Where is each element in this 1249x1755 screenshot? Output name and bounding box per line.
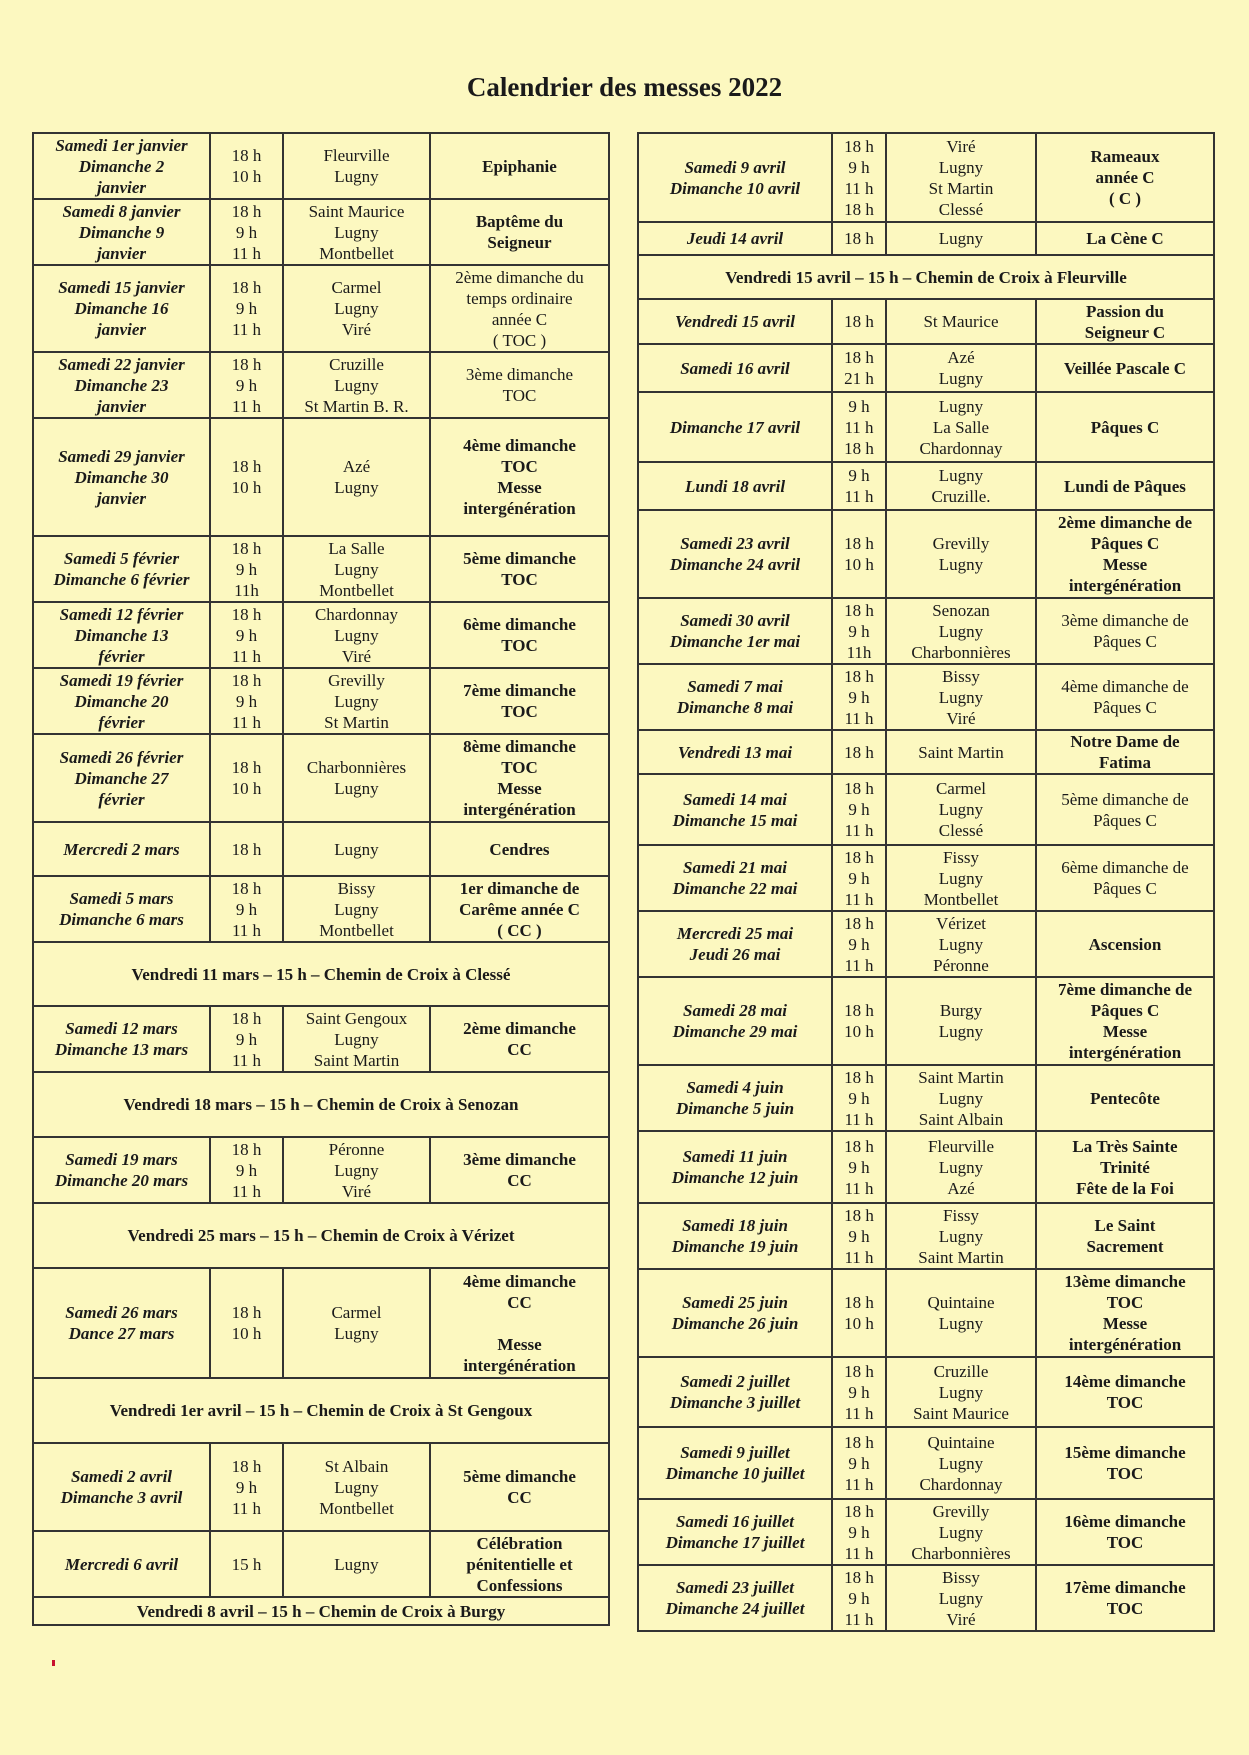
time-cell: 18 h 9 h 11h <box>832 598 886 664</box>
time-cell: 18 h 9 h 11 h <box>832 1499 886 1565</box>
mass-row <box>638 1269 1214 1357</box>
place-cell: Fleurville Lugny <box>283 133 430 199</box>
time-cell: 18 h 10 h <box>210 133 283 199</box>
place-cell: Fleurville Lugny Azé <box>886 1131 1036 1203</box>
feast-cell: Notre Dame de Fatima <box>1036 730 1214 774</box>
calendar-table-right <box>637 132 1215 1632</box>
mass-row <box>33 876 609 942</box>
time-cell: 18 h <box>832 730 886 774</box>
date-cell: Samedi 1er janvier Dimanche 2 janvier <box>33 133 210 199</box>
place-cell: St Maurice <box>886 299 1036 344</box>
mass-row <box>638 133 1214 222</box>
place-cell: Grevilly Lugny Charbonnières <box>886 1499 1036 1565</box>
announcement-row <box>33 942 609 1006</box>
red-ink-mark <box>52 1660 55 1666</box>
date-cell: Mercredi 2 mars <box>33 822 210 876</box>
mass-row <box>33 265 609 352</box>
announcement-row <box>33 1378 609 1443</box>
place-cell: Fissy Lugny Montbellet <box>886 845 1036 911</box>
mass-row <box>638 1203 1214 1269</box>
mass-row <box>638 1357 1214 1427</box>
feast-cell: 3ème dimanche CC <box>430 1137 609 1203</box>
mass-row <box>638 911 1214 977</box>
feast-cell: 5ème dimanche CC <box>430 1443 609 1531</box>
mass-row <box>638 730 1214 774</box>
feast-cell: 1er dimanche de Carême année C ( CC ) <box>430 876 609 942</box>
place-cell: Bissy Lugny Montbellet <box>283 876 430 942</box>
time-cell: 18 h 9 h 11 h <box>210 199 283 265</box>
chemin-de-croix-announcement: Vendredi 18 mars – 15 h – Chemin de Croix à Senozan <box>33 1072 609 1137</box>
mass-row <box>638 664 1214 730</box>
time-cell: 18 h 9 h 11 h <box>832 845 886 911</box>
mass-row <box>33 352 609 418</box>
feast-cell: Lundi de Pâques <box>1036 462 1214 510</box>
mass-row <box>33 602 609 668</box>
feast-cell: 3ème dimanche TOC <box>430 352 609 418</box>
place-cell: Saint Martin Lugny Saint Albain <box>886 1065 1036 1131</box>
place-cell: Vérizet Lugny Péronne <box>886 911 1036 977</box>
time-cell: 18 h 9 h 11 h <box>832 1065 886 1131</box>
feast-cell: Epiphanie <box>430 133 609 199</box>
date-cell: Samedi 16 avril <box>638 344 832 392</box>
time-cell: 18 h 10 h <box>210 734 283 822</box>
feast-cell: La Cène C <box>1036 222 1214 255</box>
place-cell: Quintaine Lugny <box>886 1269 1036 1357</box>
announcement-row <box>33 1072 609 1137</box>
time-cell: 9 h 11 h <box>832 462 886 510</box>
time-cell: 18 h 10 h <box>832 1269 886 1357</box>
mass-row <box>638 1427 1214 1499</box>
place-cell: Péronne Lugny Viré <box>283 1137 430 1203</box>
place-cell: Lugny Cruzille. <box>886 462 1036 510</box>
feast-cell: Ascension <box>1036 911 1214 977</box>
date-cell: Samedi 11 juin Dimanche 12 juin <box>638 1131 832 1203</box>
announcement-row <box>638 255 1214 299</box>
feast-cell: 15ème dimanche TOC <box>1036 1427 1214 1499</box>
time-cell: 18 h 9 h 11h <box>210 536 283 602</box>
mass-row <box>33 734 609 822</box>
time-cell: 18 h <box>832 299 886 344</box>
mass-row <box>638 344 1214 392</box>
date-cell: Samedi 23 avril Dimanche 24 avril <box>638 510 832 598</box>
page-title: Calendrier des messes 2022 <box>466 72 783 102</box>
date-cell: Jeudi 14 avril <box>638 222 832 255</box>
date-cell: Samedi 30 avril Dimanche 1er mai <box>638 598 832 664</box>
date-cell: Samedi 25 juin Dimanche 26 juin <box>638 1269 832 1357</box>
feast-cell: Célébration pénitentielle et Confessions <box>430 1531 609 1597</box>
mass-row <box>638 1499 1214 1565</box>
place-cell: Grevilly Lugny St Martin <box>283 668 430 734</box>
mass-row <box>33 1006 609 1072</box>
feast-cell: 5ème dimanche TOC <box>430 536 609 602</box>
time-cell: 18 h 9 h 11 h <box>210 1443 283 1531</box>
mass-row <box>638 598 1214 664</box>
place-cell: St Albain Lugny Montbellet <box>283 1443 430 1531</box>
chemin-de-croix-announcement: Vendredi 11 mars – 15 h – Chemin de Croix à Clessé <box>33 942 609 1006</box>
place-cell: Carmel Lugny Clessé <box>886 774 1036 845</box>
chemin-de-croix-announcement: Vendredi 25 mars – 15 h – Chemin de Croix à Vérizet <box>33 1203 609 1268</box>
place-cell: Saint Maurice Lugny Montbellet <box>283 199 430 265</box>
time-cell: 18 h <box>210 822 283 876</box>
mass-row <box>33 418 609 536</box>
place-cell: Cruzille Lugny Saint Maurice <box>886 1357 1036 1427</box>
time-cell: 18 h 10 h <box>210 418 283 536</box>
date-cell: Samedi 28 mai Dimanche 29 mai <box>638 977 832 1065</box>
date-cell: Samedi 12 février Dimanche 13 février <box>33 602 210 668</box>
feast-cell: La Très Sainte Trinité Fête de la Foi <box>1036 1131 1214 1203</box>
mass-row <box>33 1531 609 1597</box>
feast-cell: 13ème dimanche TOC Messe intergénération <box>1036 1269 1214 1357</box>
date-cell: Samedi 14 mai Dimanche 15 mai <box>638 774 832 845</box>
date-cell: Samedi 19 mars Dimanche 20 mars <box>33 1137 210 1203</box>
time-cell: 18 h 9 h 11 h <box>210 602 283 668</box>
place-cell: Viré Lugny St Martin Clessé <box>886 133 1036 222</box>
mass-row <box>638 462 1214 510</box>
time-cell: 18 h 10 h <box>210 1268 283 1378</box>
time-cell: 18 h 9 h 11 h <box>832 911 886 977</box>
time-cell: 18 h 10 h <box>832 977 886 1065</box>
time-cell: 18 h 9 h 11 h <box>210 1137 283 1203</box>
date-cell: Samedi 15 janvier Dimanche 16 janvier <box>33 265 210 352</box>
feast-cell: 17ème dimanche TOC <box>1036 1565 1214 1631</box>
feast-cell: Veillée Pascale C <box>1036 344 1214 392</box>
calendar-table-left <box>32 132 610 1626</box>
feast-cell: 7ème dimanche TOC <box>430 668 609 734</box>
feast-cell: 2ème dimanche de Pâques C Messe intergénération <box>1036 510 1214 598</box>
feast-cell: 6ème dimanche de Pâques C <box>1036 845 1214 911</box>
feast-cell: 5ème dimanche de Pâques C <box>1036 774 1214 845</box>
date-cell: Samedi 7 mai Dimanche 8 mai <box>638 664 832 730</box>
place-cell: Bissy Lugny Viré <box>886 1565 1036 1631</box>
place-cell: Quintaine Lugny Chardonnay <box>886 1427 1036 1499</box>
date-cell: Samedi 18 juin Dimanche 19 juin <box>638 1203 832 1269</box>
feast-cell: 8ème dimanche TOC Messe intergénération <box>430 734 609 822</box>
place-cell: Cruzille Lugny St Martin B. R. <box>283 352 430 418</box>
date-cell: Samedi 4 juin Dimanche 5 juin <box>638 1065 832 1131</box>
time-cell: 18 h 9 h 11 h <box>210 352 283 418</box>
date-cell: Samedi 26 février Dimanche 27 février <box>33 734 210 822</box>
feast-cell: Pentecôte <box>1036 1065 1214 1131</box>
date-cell: Samedi 22 janvier Dimanche 23 janvier <box>33 352 210 418</box>
time-cell: 18 h 9 h 11 h <box>210 668 283 734</box>
place-cell: Burgy Lugny <box>886 977 1036 1065</box>
time-cell: 18 h 9 h 11 h <box>832 1131 886 1203</box>
mass-row <box>33 133 609 199</box>
date-cell: Mercredi 25 mai Jeudi 26 mai <box>638 911 832 977</box>
mass-row <box>638 510 1214 598</box>
time-cell: 18 h 9 h 11 h <box>832 774 886 845</box>
chemin-de-croix-announcement: Vendredi 15 avril – 15 h – Chemin de Croix à Fleurville <box>638 255 1214 299</box>
date-cell: Samedi 5 février Dimanche 6 février <box>33 536 210 602</box>
date-cell: Dimanche 17 avril <box>638 392 832 462</box>
place-cell: La Salle Lugny Montbellet <box>283 536 430 602</box>
mass-row <box>33 668 609 734</box>
date-cell: Samedi 29 janvier Dimanche 30 janvier <box>33 418 210 536</box>
place-cell: Senozan Lugny Charbonnières <box>886 598 1036 664</box>
feast-cell: Le Saint Sacrement <box>1036 1203 1214 1269</box>
date-cell: Vendredi 13 mai <box>638 730 832 774</box>
place-cell: Chardonnay Lugny Viré <box>283 602 430 668</box>
announcement-row <box>33 1203 609 1268</box>
feast-cell: 6ème dimanche TOC <box>430 602 609 668</box>
place-cell: Bissy Lugny Viré <box>886 664 1036 730</box>
feast-cell: 4ème dimanche CC Messe intergénération <box>430 1268 609 1378</box>
feast-cell: Passion du Seigneur C <box>1036 299 1214 344</box>
date-cell: Samedi 21 mai Dimanche 22 mai <box>638 845 832 911</box>
place-cell: Saint Gengoux Lugny Saint Martin <box>283 1006 430 1072</box>
feast-cell: 2ème dimanche CC <box>430 1006 609 1072</box>
time-cell: 9 h 11 h 18 h <box>832 392 886 462</box>
place-cell: Lugny La Salle Chardonnay <box>886 392 1036 462</box>
feast-cell: 2ème dimanche du temps ordinaire année C ( TOC ) <box>430 265 609 352</box>
time-cell: 18 h 21 h <box>832 344 886 392</box>
mass-row <box>638 222 1214 255</box>
place-cell: Carmel Lugny <box>283 1268 430 1378</box>
time-cell: 18 h 9 h 11 h <box>832 1565 886 1631</box>
place-cell: Carmel Lugny Viré <box>283 265 430 352</box>
mass-row <box>638 392 1214 462</box>
time-cell: 15 h <box>210 1531 283 1597</box>
date-cell: Samedi 9 avril Dimanche 10 avril <box>638 133 832 222</box>
date-cell: Samedi 26 mars Dance 27 mars <box>33 1268 210 1378</box>
feast-cell: 7ème dimanche de Pâques C Messe intergénération <box>1036 977 1214 1065</box>
time-cell: 18 h 9 h 11 h 18 h <box>832 133 886 222</box>
chemin-de-croix-announcement: Vendredi 1er avril – 15 h – Chemin de Croix à St Gengoux <box>33 1378 609 1443</box>
mass-row <box>33 822 609 876</box>
mass-row <box>33 1137 609 1203</box>
time-cell: 18 h 9 h 11 h <box>832 664 886 730</box>
mass-row <box>638 845 1214 911</box>
place-cell: Grevilly Lugny <box>886 510 1036 598</box>
time-cell: 18 h 9 h 11 h <box>210 1006 283 1072</box>
date-cell: Samedi 8 janvier Dimanche 9 janvier <box>33 199 210 265</box>
place-cell: Lugny <box>283 1531 430 1597</box>
date-cell: Mercredi 6 avril <box>33 1531 210 1597</box>
feast-cell: Baptême du Seigneur <box>430 199 609 265</box>
mass-row <box>638 774 1214 845</box>
date-cell: Samedi 9 juillet Dimanche 10 juillet <box>638 1427 832 1499</box>
feast-cell: Rameaux année C ( C ) <box>1036 133 1214 222</box>
feast-cell: 4ème dimanche de Pâques C <box>1036 664 1214 730</box>
time-cell: 18 h <box>832 222 886 255</box>
announcement-row <box>33 1597 609 1625</box>
feast-cell: 16ème dimanche TOC <box>1036 1499 1214 1565</box>
place-cell: Lugny <box>886 222 1036 255</box>
date-cell: Samedi 19 février Dimanche 20 février <box>33 668 210 734</box>
feast-cell: 14ème dimanche TOC <box>1036 1357 1214 1427</box>
chemin-de-croix-announcement: Vendredi 8 avril – 15 h – Chemin de Croix à Burgy <box>33 1597 609 1625</box>
place-cell: Lugny <box>283 822 430 876</box>
date-cell: Samedi 16 juillet Dimanche 17 juillet <box>638 1499 832 1565</box>
place-cell: Azé Lugny <box>283 418 430 536</box>
time-cell: 18 h 10 h <box>832 510 886 598</box>
feast-cell: Cendres <box>430 822 609 876</box>
time-cell: 18 h 9 h 11 h <box>210 265 283 352</box>
time-cell: 18 h 9 h 11 h <box>832 1357 886 1427</box>
mass-row <box>638 1131 1214 1203</box>
mass-row <box>33 1268 609 1378</box>
date-cell: Samedi 2 juillet Dimanche 3 juillet <box>638 1357 832 1427</box>
feast-cell: Pâques C <box>1036 392 1214 462</box>
time-cell: 18 h 9 h 11 h <box>832 1203 886 1269</box>
feast-cell: 4ème dimanche TOC Messe intergénération <box>430 418 609 536</box>
date-cell: Samedi 23 juillet Dimanche 24 juillet <box>638 1565 832 1631</box>
date-cell: Lundi 18 avril <box>638 462 832 510</box>
time-cell: 18 h 9 h 11 h <box>832 1427 886 1499</box>
place-cell: Saint Martin <box>886 730 1036 774</box>
mass-row <box>33 199 609 265</box>
date-cell: Vendredi 15 avril <box>638 299 832 344</box>
mass-row <box>33 1443 609 1531</box>
place-cell: Charbonnières Lugny <box>283 734 430 822</box>
mass-row <box>638 299 1214 344</box>
mass-row <box>638 1565 1214 1631</box>
date-cell: Samedi 2 avril Dimanche 3 avril <box>33 1443 210 1531</box>
feast-cell: 3ème dimanche de Pâques C <box>1036 598 1214 664</box>
place-cell: Fissy Lugny Saint Martin <box>886 1203 1036 1269</box>
place-cell: Azé Lugny <box>886 344 1036 392</box>
mass-row <box>638 977 1214 1065</box>
mass-row <box>33 536 609 602</box>
time-cell: 18 h 9 h 11 h <box>210 876 283 942</box>
date-cell: Samedi 5 mars Dimanche 6 mars <box>33 876 210 942</box>
mass-row <box>638 1065 1214 1131</box>
date-cell: Samedi 12 mars Dimanche 13 mars <box>33 1006 210 1072</box>
